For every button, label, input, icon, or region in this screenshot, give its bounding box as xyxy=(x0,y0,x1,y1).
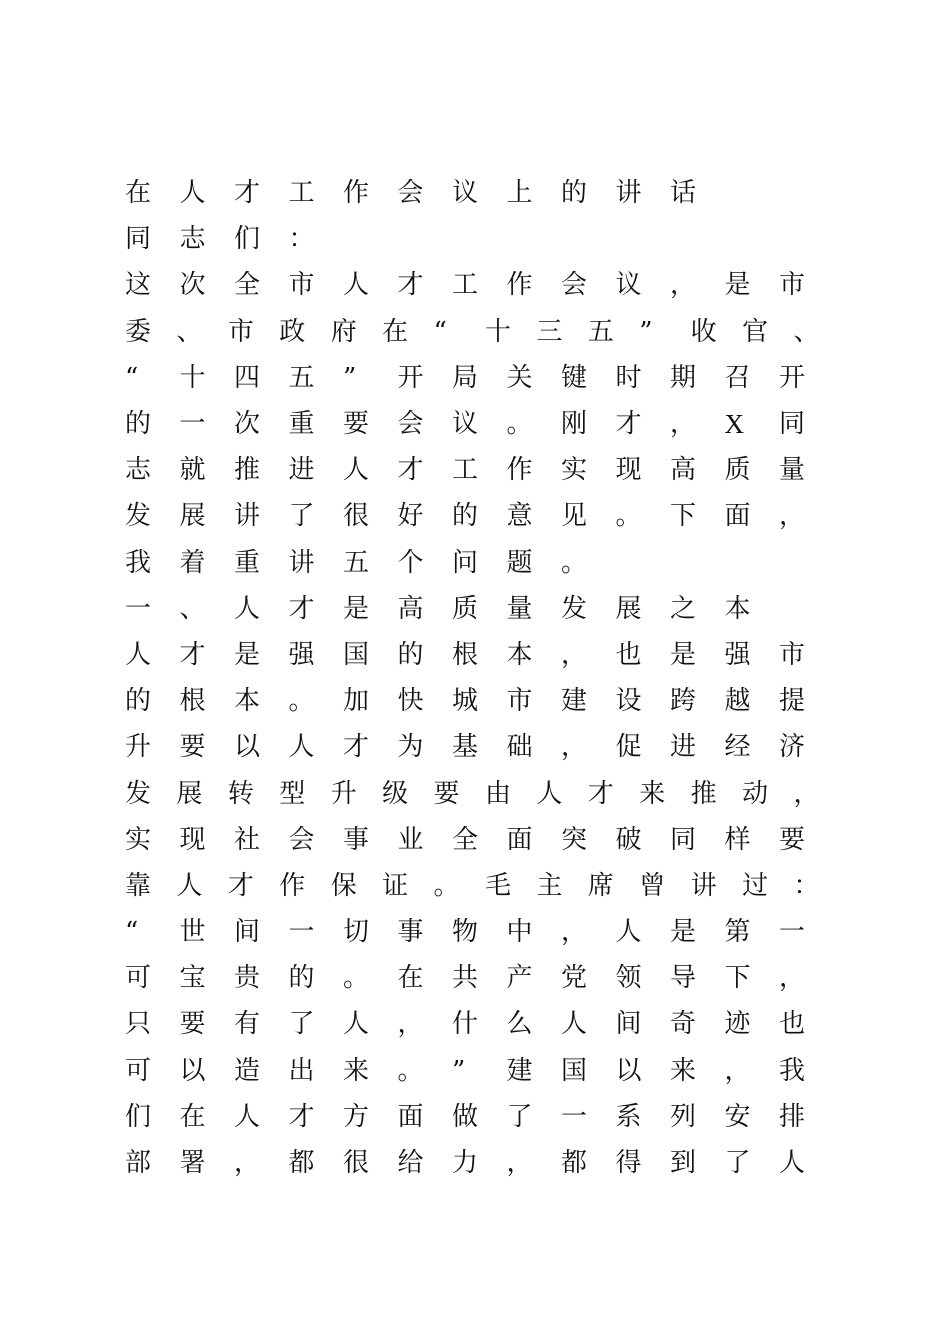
glyph: 很 xyxy=(343,501,370,532)
body-line xyxy=(125,1048,845,1094)
glyph: 经 xyxy=(724,732,751,763)
body-line xyxy=(125,1140,845,1186)
glyph: 意 xyxy=(506,501,533,532)
glyph: 在 xyxy=(397,963,424,994)
glyph: 基 xyxy=(452,732,479,763)
glyph: 的 xyxy=(397,639,424,670)
body-line xyxy=(125,724,845,770)
glyph: 造 xyxy=(234,1055,261,1086)
glyph: 靠 xyxy=(125,870,152,901)
glyph: 志 xyxy=(125,455,152,486)
glyph: 了 xyxy=(506,1101,533,1132)
glyph: 五 xyxy=(587,316,614,347)
glyph: 国 xyxy=(343,639,370,670)
glyph: 以 xyxy=(615,1055,642,1086)
glyph: 要 xyxy=(343,409,370,440)
glyph: 一 xyxy=(179,409,206,440)
glyph: 四 xyxy=(234,362,261,393)
body-line xyxy=(125,447,845,493)
glyph: 可 xyxy=(125,1055,152,1086)
glyph: 才 xyxy=(179,639,206,670)
glyph: 作 xyxy=(343,178,370,209)
glyph: 在 xyxy=(382,316,409,347)
glyph: 进 xyxy=(288,455,315,486)
glyph: 才 xyxy=(397,270,424,301)
glyph: 保 xyxy=(330,870,357,901)
glyph: 收 xyxy=(690,316,717,347)
glyph: 署 xyxy=(179,1148,206,1179)
glyph: 五 xyxy=(288,362,315,393)
glyph: 是 xyxy=(670,917,697,948)
glyph: 物 xyxy=(452,917,479,948)
glyph: 都 xyxy=(288,1148,315,1179)
glyph: 人 xyxy=(561,1009,588,1040)
glyph: 曾 xyxy=(639,870,666,901)
glyph: 面 xyxy=(397,1101,424,1132)
glyph: ， xyxy=(670,270,697,301)
glyph: 有 xyxy=(234,1009,261,1040)
glyph: ” xyxy=(343,362,357,393)
glyph: 由 xyxy=(484,778,511,809)
glyph: 。 xyxy=(615,501,642,532)
glyph: 全 xyxy=(234,270,261,301)
glyph: 。 xyxy=(288,686,315,717)
glyph: 刚 xyxy=(561,409,588,440)
glyph: 升 xyxy=(330,778,357,809)
glyph: 为 xyxy=(397,732,424,763)
glyph: 一 xyxy=(561,1101,588,1132)
glyph: 政 xyxy=(279,316,306,347)
glyph: 证 xyxy=(382,870,409,901)
glyph: 实 xyxy=(125,824,152,855)
glyph: ， xyxy=(506,1148,533,1179)
glyph: 才 xyxy=(343,732,370,763)
glyph: 人 xyxy=(779,1148,806,1179)
glyph: 这 xyxy=(125,270,152,301)
glyph: 主 xyxy=(536,870,563,901)
glyph: 量 xyxy=(779,455,806,486)
glyph: 来 xyxy=(639,778,666,809)
body-line xyxy=(125,770,845,816)
glyph: 次 xyxy=(234,409,261,440)
body-line xyxy=(125,540,845,586)
glyph: 来 xyxy=(343,1055,370,1086)
glyph: 、 xyxy=(793,316,820,347)
glyph: 、 xyxy=(176,316,203,347)
glyph: 就 xyxy=(179,455,206,486)
glyph: 跨 xyxy=(670,686,697,717)
glyph: 下 xyxy=(724,963,751,994)
glyph: 可 xyxy=(125,963,152,994)
glyph: ” xyxy=(452,1055,466,1086)
glyph: ， xyxy=(561,639,588,670)
glyph: 三 xyxy=(536,316,563,347)
body-line xyxy=(125,955,845,1001)
glyph: 人 xyxy=(125,639,152,670)
glyph: 展 xyxy=(176,778,203,809)
glyph: 开 xyxy=(397,362,424,393)
glyph: 切 xyxy=(343,917,370,948)
glyph: 迹 xyxy=(724,1009,751,1040)
glyph: 到 xyxy=(670,1148,697,1179)
glyph: 人 xyxy=(176,870,203,901)
glyph: 发 xyxy=(125,778,152,809)
glyph: 同 xyxy=(779,409,806,440)
glyph: 的 xyxy=(125,409,152,440)
glyph: 作 xyxy=(506,270,533,301)
glyph: 市 xyxy=(288,270,315,301)
glyph: 现 xyxy=(179,824,206,855)
glyph: 才 xyxy=(227,870,254,901)
glyph: 要 xyxy=(179,732,206,763)
body-line xyxy=(125,909,845,955)
glyph: 根 xyxy=(452,639,479,670)
glyph: 在 xyxy=(179,1101,206,1132)
glyph: 议 xyxy=(615,270,642,301)
glyph: 。 xyxy=(397,1055,424,1086)
glyph: 促 xyxy=(615,732,642,763)
glyph: 以 xyxy=(234,732,261,763)
speech-title-line xyxy=(125,170,845,216)
glyph: “ xyxy=(125,362,139,393)
glyph: 本 xyxy=(506,639,533,670)
glyph: 我 xyxy=(125,547,152,578)
glyph: 键 xyxy=(561,362,588,393)
glyph: 关 xyxy=(506,362,533,393)
glyph: 出 xyxy=(288,1055,315,1086)
body-line xyxy=(125,309,845,355)
glyph: 时 xyxy=(615,362,642,393)
glyph: 产 xyxy=(506,963,533,994)
glyph: 也 xyxy=(779,1009,806,1040)
glyph: ， xyxy=(779,501,806,532)
glyph: 型 xyxy=(279,778,306,809)
glyph: 导 xyxy=(670,963,697,994)
glyph: ， xyxy=(561,917,588,948)
glyph: 也 xyxy=(615,639,642,670)
glyph: 济 xyxy=(779,732,806,763)
glyph: 会 xyxy=(561,270,588,301)
glyph: 升 xyxy=(125,732,152,763)
glyph: 高 xyxy=(397,593,424,624)
glyph: ： xyxy=(288,224,315,255)
glyph: 五 xyxy=(343,547,370,578)
glyph: 着 xyxy=(179,547,206,578)
glyph: 开 xyxy=(779,362,806,393)
glyph: 来 xyxy=(670,1055,697,1086)
glyph: 。 xyxy=(343,963,370,994)
glyph: 人 xyxy=(343,1009,370,1040)
glyph: 要 xyxy=(179,1009,206,1040)
glyph: 市 xyxy=(227,316,254,347)
glyph: 个 xyxy=(397,547,424,578)
glyph: 人 xyxy=(343,270,370,301)
glyph: 城 xyxy=(452,686,479,717)
glyph: 强 xyxy=(724,639,751,670)
glyph: 作 xyxy=(506,455,533,486)
glyph: ” xyxy=(639,316,653,347)
glyph: 们 xyxy=(234,224,261,255)
glyph: ： xyxy=(793,870,820,901)
glyph: 宝 xyxy=(179,963,206,994)
glyph: 的 xyxy=(561,178,588,209)
glyph: 重 xyxy=(234,547,261,578)
glyph: 席 xyxy=(587,870,614,901)
glyph: 才 xyxy=(397,455,424,486)
glyph: 设 xyxy=(615,686,642,717)
glyph: 府 xyxy=(330,316,357,347)
glyph: 奇 xyxy=(670,1009,697,1040)
glyph: 一 xyxy=(779,917,806,948)
glyph: 高 xyxy=(670,455,697,486)
glyph: “ xyxy=(125,917,139,948)
glyph: 上 xyxy=(506,178,533,209)
glyph: 质 xyxy=(724,455,751,486)
glyph: 讲 xyxy=(690,870,717,901)
glyph: 的 xyxy=(452,501,479,532)
glyph: 么 xyxy=(506,1009,533,1040)
glyph: 。 xyxy=(561,547,588,578)
glyph: 安 xyxy=(724,1101,751,1132)
glyph: 人 xyxy=(288,732,315,763)
glyph: 样 xyxy=(724,824,751,855)
glyph: 面 xyxy=(506,824,533,855)
glyph: 要 xyxy=(779,824,806,855)
glyph: 建 xyxy=(561,686,588,717)
glyph: 间 xyxy=(615,1009,642,1040)
glyph: 要 xyxy=(433,778,460,809)
glyph: 十 xyxy=(484,316,511,347)
glyph: 议 xyxy=(452,178,479,209)
glyph: 面 xyxy=(724,501,751,532)
glyph: 强 xyxy=(288,639,315,670)
glyph: 中 xyxy=(506,917,533,948)
glyph: 会 xyxy=(397,409,424,440)
glyph: “ xyxy=(433,316,447,347)
glyph: 都 xyxy=(561,1148,588,1179)
glyph: 讲 xyxy=(615,178,642,209)
glyph: ， xyxy=(670,409,697,440)
glyph: 议 xyxy=(452,409,479,440)
glyph: ， xyxy=(724,1055,751,1086)
glyph: 问 xyxy=(452,547,479,578)
glyph: 本 xyxy=(234,686,261,717)
glyph: 。 xyxy=(433,870,460,901)
glyph: 党 xyxy=(561,963,588,994)
glyph: ， xyxy=(234,1148,261,1179)
glyph: 的 xyxy=(125,686,152,717)
glyph: 共 xyxy=(452,963,479,994)
glyph: 是 xyxy=(234,639,261,670)
glyph: 的 xyxy=(288,963,315,994)
glyph: ， xyxy=(779,963,806,994)
glyph: ， xyxy=(397,1009,424,1040)
body-line xyxy=(125,817,845,863)
glyph: 工 xyxy=(288,178,315,209)
glyph: 一 xyxy=(125,593,152,624)
glyph: 会 xyxy=(397,178,424,209)
glyph: ， xyxy=(561,732,588,763)
glyph: 展 xyxy=(615,593,642,624)
glyph: 贵 xyxy=(234,963,261,994)
glyph: 进 xyxy=(670,732,697,763)
glyph: 人 xyxy=(615,917,642,948)
glyph: 只 xyxy=(125,1009,152,1040)
glyph: 我 xyxy=(779,1055,806,1086)
glyph: 志 xyxy=(179,224,206,255)
glyph: 动 xyxy=(742,778,769,809)
section-heading-line xyxy=(125,586,845,632)
glyph: 了 xyxy=(724,1148,751,1179)
glyph: 得 xyxy=(615,1148,642,1179)
body-line xyxy=(125,632,845,678)
glyph: 系 xyxy=(615,1101,642,1132)
glyph: 十 xyxy=(179,362,206,393)
glyph: 力 xyxy=(452,1148,479,1179)
glyph: 做 xyxy=(452,1101,479,1132)
body-line xyxy=(125,1001,845,1047)
glyph: 间 xyxy=(234,917,261,948)
glyph: 了 xyxy=(288,1009,315,1040)
glyph: 人 xyxy=(234,1101,261,1132)
glyph: 人 xyxy=(343,455,370,486)
glyph: 社 xyxy=(234,824,261,855)
glyph: 才 xyxy=(234,178,261,209)
glyph: 事 xyxy=(397,917,424,948)
glyph: 同 xyxy=(125,224,152,255)
glyph: 好 xyxy=(397,501,424,532)
glyph: 见 xyxy=(561,501,588,532)
glyph: 以 xyxy=(179,1055,206,1086)
glyph: 们 xyxy=(125,1101,152,1132)
glyph: 排 xyxy=(779,1101,806,1132)
glyph: 讲 xyxy=(288,547,315,578)
glyph: 工 xyxy=(452,455,479,486)
glyph: 加 xyxy=(343,686,370,717)
salutation-line xyxy=(125,216,845,262)
glyph: 、 xyxy=(179,593,206,624)
glyph: 题 xyxy=(506,547,533,578)
glyph: 列 xyxy=(670,1101,697,1132)
body-line xyxy=(125,401,845,447)
glyph: 讲 xyxy=(234,501,261,532)
glyph: 推 xyxy=(234,455,261,486)
document-body xyxy=(125,170,845,1186)
glyph: 发 xyxy=(561,593,588,624)
glyph: 召 xyxy=(724,362,751,393)
glyph: 全 xyxy=(452,824,479,855)
glyph: 。 xyxy=(506,409,533,440)
glyph: 是 xyxy=(724,270,751,301)
body-line xyxy=(125,262,845,308)
glyph: X xyxy=(724,409,744,440)
glyph: 突 xyxy=(561,824,588,855)
glyph: 国 xyxy=(561,1055,588,1086)
glyph: 工 xyxy=(452,270,479,301)
glyph: 过 xyxy=(742,870,769,901)
glyph: 建 xyxy=(506,1055,533,1086)
glyph: 什 xyxy=(452,1009,479,1040)
glyph: 给 xyxy=(397,1148,424,1179)
glyph: 越 xyxy=(724,686,751,717)
glyph: 展 xyxy=(179,501,206,532)
glyph: 作 xyxy=(279,870,306,901)
glyph: 人 xyxy=(536,778,563,809)
glyph: 同 xyxy=(670,824,697,855)
glyph: 本 xyxy=(724,593,751,624)
glyph: 量 xyxy=(506,593,533,624)
glyph: 下 xyxy=(670,501,697,532)
body-line xyxy=(125,678,845,724)
glyph: 会 xyxy=(288,824,315,855)
body-line xyxy=(125,1094,845,1140)
glyph: 世 xyxy=(179,917,206,948)
glyph: 市 xyxy=(779,270,806,301)
glyph: 实 xyxy=(561,455,588,486)
glyph: 很 xyxy=(343,1148,370,1179)
glyph: 毛 xyxy=(484,870,511,901)
glyph: 在 xyxy=(125,178,152,209)
glyph: 转 xyxy=(227,778,254,809)
glyph: 部 xyxy=(125,1148,152,1179)
glyph: 期 xyxy=(670,362,697,393)
glyph: 第 xyxy=(724,917,751,948)
glyph: 础 xyxy=(506,732,533,763)
glyph: 现 xyxy=(615,455,642,486)
glyph: 才 xyxy=(587,778,614,809)
glyph: 是 xyxy=(670,639,697,670)
glyph: 领 xyxy=(615,963,642,994)
glyph: 推 xyxy=(690,778,717,809)
glyph: 次 xyxy=(179,270,206,301)
glyph: 委 xyxy=(125,316,152,347)
glyph: 了 xyxy=(288,501,315,532)
glyph: 才 xyxy=(288,593,315,624)
glyph: 破 xyxy=(615,824,642,855)
glyph: 局 xyxy=(452,362,479,393)
glyph: 级 xyxy=(382,778,409,809)
glyph: 市 xyxy=(506,686,533,717)
glyph: 发 xyxy=(125,501,152,532)
glyph: 人 xyxy=(179,178,206,209)
glyph: 质 xyxy=(452,593,479,624)
glyph: 重 xyxy=(288,409,315,440)
glyph: 业 xyxy=(397,824,424,855)
body-line xyxy=(125,355,845,401)
glyph: 是 xyxy=(343,593,370,624)
glyph: 事 xyxy=(343,824,370,855)
glyph: 才 xyxy=(288,1101,315,1132)
glyph: 才 xyxy=(615,409,642,440)
glyph: ， xyxy=(793,778,820,809)
glyph: 一 xyxy=(288,917,315,948)
glyph: 话 xyxy=(670,178,697,209)
glyph: 快 xyxy=(397,686,424,717)
glyph: 之 xyxy=(670,593,697,624)
glyph: 提 xyxy=(779,686,806,717)
glyph: 方 xyxy=(343,1101,370,1132)
body-line xyxy=(125,863,845,909)
body-line xyxy=(125,493,845,539)
glyph: 人 xyxy=(234,593,261,624)
glyph: 根 xyxy=(179,686,206,717)
glyph: 官 xyxy=(742,316,769,347)
glyph: 市 xyxy=(779,639,806,670)
